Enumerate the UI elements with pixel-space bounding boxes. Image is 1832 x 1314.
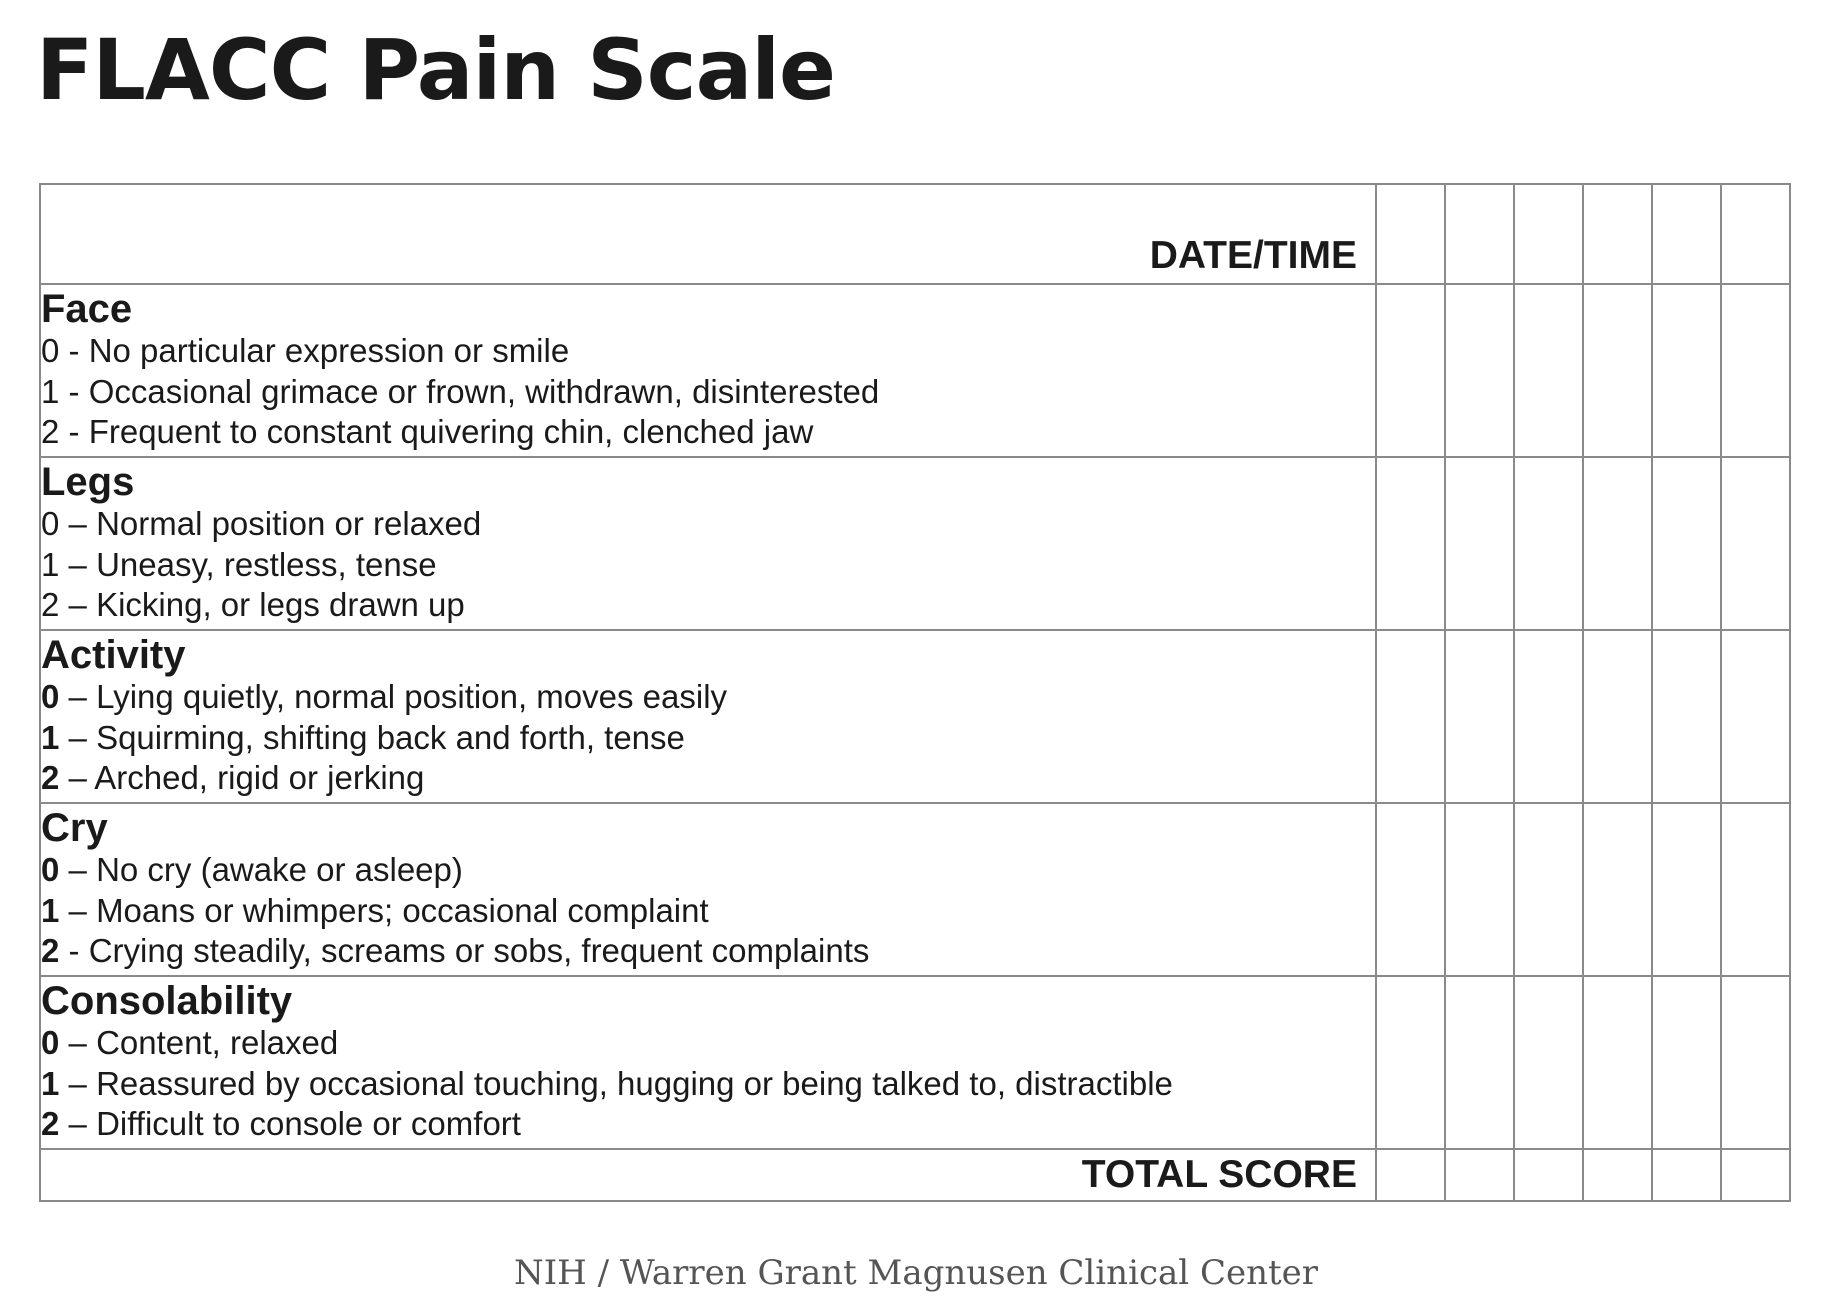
date-time-cell [1583, 184, 1652, 284]
total-score-cell [1652, 1149, 1721, 1201]
score-entry-cell [1721, 803, 1790, 976]
criterion-score: 0 [41, 505, 60, 542]
criterion-text: Difficult to console or comfort [96, 1105, 521, 1142]
score-entry-cell [1721, 976, 1790, 1149]
score-entry-cell [1514, 630, 1583, 803]
criterion-separator: – [59, 678, 97, 715]
date-time-header-row [40, 184, 1790, 284]
total-score-cell [1445, 1149, 1514, 1201]
score-entry-cell [1445, 284, 1514, 457]
criterion-score: 0 [41, 851, 60, 888]
category-cell [40, 284, 1376, 457]
score-entry-cell [1583, 803, 1652, 976]
category-row-consolability [40, 976, 1790, 1149]
score-entry-cell [1376, 457, 1445, 630]
category-row-face [40, 284, 1790, 457]
category-name: Activity [41, 633, 186, 677]
category-cell [40, 803, 1376, 976]
criterion-separator: – [59, 891, 97, 929]
score-entry-cell [1652, 803, 1721, 976]
criterion-text: Lying quietly, normal position, moves easily [96, 678, 728, 715]
criterion-item [41, 585, 1375, 626]
criterion-score: 1 [41, 1064, 60, 1102]
criterion-item [41, 718, 1375, 759]
criterion-text: Uneasy, restless, tense [96, 545, 437, 583]
score-entry-cell [1445, 630, 1514, 803]
criterion-text: Squirming, shifting back and forth, tense [96, 718, 685, 756]
score-entry-cell [1721, 284, 1790, 457]
score-entry-cell [1445, 976, 1514, 1149]
criterion-separator: – [59, 1105, 97, 1142]
criterion-separator: – [59, 545, 97, 583]
criterion-score: 1 [41, 718, 60, 756]
category-cell [40, 976, 1376, 1149]
criterion-item [41, 504, 1375, 545]
criterion-score: 2 [41, 759, 60, 796]
category-cell [40, 630, 1376, 803]
criterion-item [41, 412, 1375, 453]
criterion-text: Moans or whimpers; occasional complaint [96, 891, 709, 929]
criterion-score: 2 [41, 413, 60, 450]
criterion-text: No cry (awake or asleep) [96, 851, 463, 888]
criterion-separator: - [59, 932, 89, 969]
criterion-text: Crying steadily, screams or sobs, frequent complaints [88, 932, 870, 969]
score-entry-cell [1376, 803, 1445, 976]
score-entry-cell [1583, 630, 1652, 803]
criterion-text: Arched, rigid or jerking [94, 759, 425, 796]
criterion-score: 1 [41, 372, 60, 410]
score-entry-cell [1652, 976, 1721, 1149]
criterion-separator: - [59, 372, 89, 410]
category-cell [40, 457, 1376, 630]
criterion-text: No particular expression or smile [88, 332, 570, 369]
total-score-row [40, 1149, 1790, 1201]
criterion-score: 1 [41, 545, 60, 583]
criterion-item [41, 677, 1375, 718]
criteria-list [41, 331, 1375, 453]
criterion-separator: – [59, 759, 95, 796]
score-entry-cell [1376, 976, 1445, 1149]
score-entry-cell [1721, 630, 1790, 803]
criterion-item [41, 331, 1375, 372]
score-entry-cell [1583, 457, 1652, 630]
criterion-item [41, 850, 1375, 891]
criterion-score: 0 [41, 1024, 60, 1061]
score-entry-cell [1652, 630, 1721, 803]
criterion-item [41, 891, 1375, 932]
date-time-cell [1652, 184, 1721, 284]
score-entry-cell [1583, 284, 1652, 457]
criterion-item [41, 1023, 1375, 1064]
flacc-scale-table [39, 183, 1791, 1202]
criterion-item [41, 931, 1375, 972]
criterion-item [41, 545, 1375, 586]
total-score-cell [1721, 1149, 1790, 1201]
criterion-score: 2 [41, 932, 60, 969]
score-entry-cell [1721, 457, 1790, 630]
category-row-activity [40, 630, 1790, 803]
total-score-cell [1514, 1149, 1583, 1201]
category-name: Face [41, 287, 133, 331]
criterion-separator: – [59, 1024, 97, 1061]
criterion-text: Frequent to constant quivering chin, clenched jaw [88, 413, 814, 450]
score-entry-cell [1514, 457, 1583, 630]
score-entry-cell [1376, 284, 1445, 457]
score-entry-cell [1514, 284, 1583, 457]
category-name: Legs [41, 460, 135, 504]
criterion-item [41, 758, 1375, 799]
criterion-separator: – [59, 1064, 97, 1102]
criterion-text: Normal position or relaxed [96, 505, 482, 542]
total-score-cell [1376, 1149, 1445, 1201]
date-time-cell [1376, 184, 1445, 284]
category-row-cry [40, 803, 1790, 976]
score-entry-cell [1652, 457, 1721, 630]
criteria-list [41, 504, 1375, 626]
score-entry-cell [1652, 284, 1721, 457]
source-caption: NIH / Warren Grant Magnusen Clinical Center [513, 1253, 1319, 1293]
score-entry-cell [1514, 803, 1583, 976]
date-time-label: DATE/TIME [40, 184, 1376, 284]
criterion-item [41, 1104, 1375, 1145]
page-title: FLACC Pain Scale [36, 21, 836, 119]
criterion-text: Occasional grimace or frown, withdrawn, disinterested [88, 372, 880, 410]
criteria-list [41, 1023, 1375, 1145]
total-score-label: TOTAL SCORE [40, 1149, 1376, 1201]
criterion-separator: – [59, 505, 97, 542]
criterion-separator: – [59, 586, 97, 623]
criterion-score: 0 [41, 332, 60, 369]
criterion-separator: - [59, 332, 89, 369]
category-row-legs [40, 457, 1790, 630]
criterion-separator: – [59, 718, 97, 756]
criterion-score: 2 [41, 1105, 60, 1142]
category-name: Cry [41, 806, 108, 850]
category-name: Consolability [41, 979, 293, 1023]
total-score-cell [1583, 1149, 1652, 1201]
score-entry-cell [1445, 803, 1514, 976]
score-entry-cell [1583, 976, 1652, 1149]
date-time-cell [1721, 184, 1790, 284]
criterion-separator: - [59, 413, 89, 450]
criterion-text: Kicking, or legs drawn up [96, 586, 465, 623]
date-time-cell [1514, 184, 1583, 284]
criterion-text: Content, relaxed [96, 1024, 339, 1061]
criterion-separator: – [59, 851, 97, 888]
criterion-item [41, 372, 1375, 413]
criterion-score: 0 [41, 678, 60, 715]
criterion-score: 1 [41, 891, 60, 929]
criterion-score: 2 [41, 586, 60, 623]
score-entry-cell [1376, 630, 1445, 803]
score-entry-cell [1514, 976, 1583, 1149]
criteria-list [41, 850, 1375, 972]
criterion-item [41, 1064, 1375, 1105]
date-time-cell [1445, 184, 1514, 284]
score-entry-cell [1445, 457, 1514, 630]
criteria-list [41, 677, 1375, 799]
criterion-text: Reassured by occasional touching, hugging or being talked to, distractible [96, 1064, 1173, 1102]
